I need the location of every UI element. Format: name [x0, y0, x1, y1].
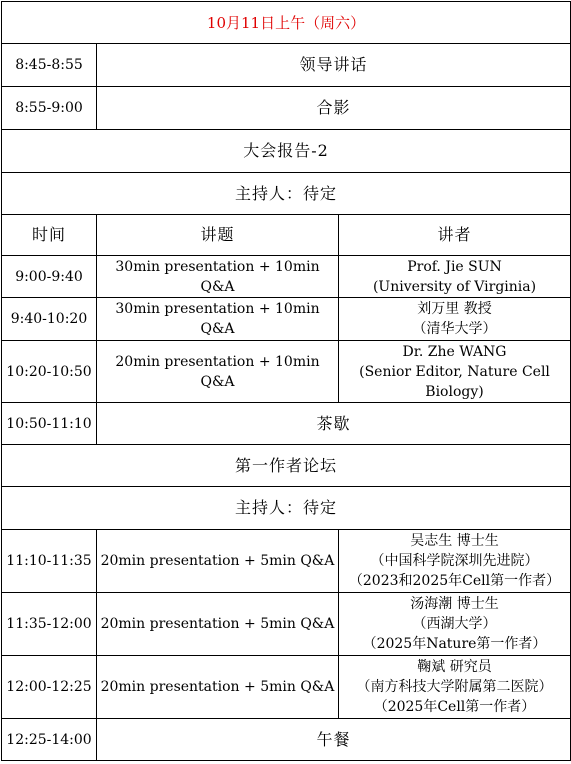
speaker-name: Dr. Zhe WANG — [402, 343, 507, 360]
event-cell: 午餐 — [97, 719, 571, 761]
speaker-name: 鞠斌 研究员 — [417, 659, 492, 675]
time-cell: 9:00-9:40 — [2, 256, 97, 298]
event-cell: 茶歇 — [97, 403, 571, 445]
session-host: 主持人：待定 — [2, 487, 571, 530]
header-topic: 讲题 — [97, 215, 339, 256]
speaker-cell — [339, 593, 571, 656]
session-host: 主持人：待定 — [2, 173, 571, 215]
time-cell: 12:00-12:25 — [2, 656, 97, 719]
speaker-cell — [339, 341, 571, 403]
schedule-title: 10月11日上午（周六） — [2, 2, 571, 44]
speaker-affiliation: （清华大学） — [412, 321, 497, 337]
speaker-affiliation: Biology) — [425, 383, 484, 400]
speaker-name: 吴志生 博士生 — [410, 533, 499, 549]
speaker-name: 汤海潮 博士生 — [410, 596, 499, 612]
speaker-cell — [339, 298, 571, 341]
speaker-note: （2025年Cell第一作者） — [373, 699, 536, 715]
topic-cell: 20min presentation + 5min Q&A — [97, 656, 339, 719]
event-cell: 合影 — [97, 87, 571, 130]
time-cell: 10:50-11:10 — [2, 403, 97, 445]
header-time: 时间 — [2, 215, 97, 256]
schedule-table — [1, 1, 571, 761]
session-title: 大会报告-2 — [2, 130, 571, 173]
time-cell: 12:25-14:00 — [2, 719, 97, 761]
speaker-note: （2025年Nature第一作者） — [362, 636, 547, 652]
time-cell: 8:55-9:00 — [2, 87, 97, 130]
speaker-name: Prof. Jie SUN — [407, 258, 502, 275]
speaker-cell — [339, 656, 571, 719]
topic-cell: 30min presentation + 10min Q&A — [97, 298, 339, 341]
topic-cell: 20min presentation + 5min Q&A — [97, 530, 339, 593]
topic-cell: 20min presentation + 5min Q&A — [97, 593, 339, 656]
speaker-affiliation: （南方科技大学附属第二医院） — [356, 679, 553, 695]
speaker-affiliation: (University of Virginia) — [372, 278, 537, 295]
topic-cell: 30min presentation + 10min Q&A — [97, 256, 339, 298]
speaker-affiliation: （中国科学院深圳先进院） — [370, 553, 539, 569]
time-cell: 11:10-11:35 — [2, 530, 97, 593]
time-cell: 10:20-10:50 — [2, 341, 97, 403]
session-title: 第一作者论坛 — [2, 445, 571, 487]
speaker-affiliation: （西湖大学） — [412, 616, 497, 632]
speaker-note: （2023和2025年Cell第一作者） — [348, 573, 561, 589]
event-cell: 领导讲话 — [97, 44, 571, 87]
speaker-affiliation: (Senior Editor, Nature Cell — [359, 363, 550, 380]
speaker-cell — [339, 530, 571, 593]
header-speaker: 讲者 — [339, 215, 571, 256]
speaker-cell — [339, 256, 571, 298]
time-cell: 9:40-10:20 — [2, 298, 97, 341]
time-cell: 8:45-8:55 — [2, 44, 97, 87]
topic-cell: 20min presentation + 10min Q&A — [97, 341, 339, 403]
speaker-name: 刘万里 教授 — [417, 301, 492, 317]
time-cell: 11:35-12:00 — [2, 593, 97, 656]
